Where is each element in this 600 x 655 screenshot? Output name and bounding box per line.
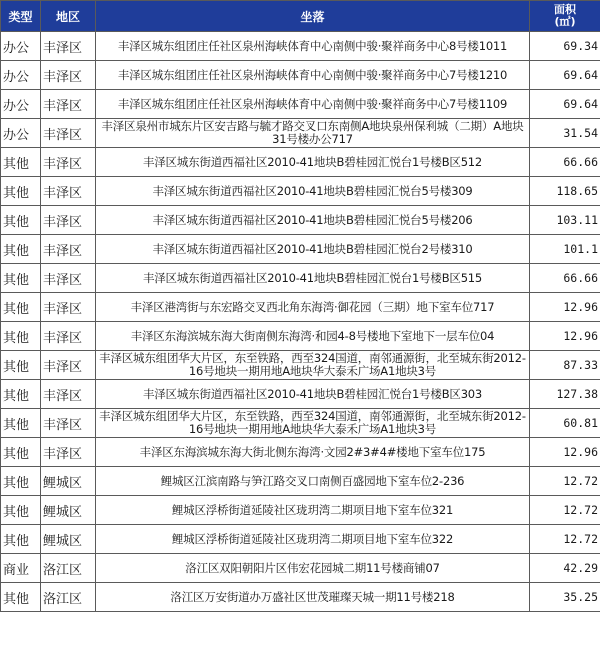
cell-district: 丰泽区 xyxy=(41,32,96,61)
cell-type: 其他 xyxy=(1,235,41,264)
table-body xyxy=(1,32,600,612)
table-row xyxy=(1,148,600,177)
cell-area: 118.65 xyxy=(530,177,600,206)
cell-area: 66.66 xyxy=(530,264,600,293)
cell-district: 鲤城区 xyxy=(41,467,96,496)
cell-location: 丰泽区城东组团庄任社区泉州海峡体育中心南侧中骏·聚祥商务中心7号楼1210 xyxy=(96,61,530,90)
cell-location: 丰泽区东海滨城东海大街北侧东海湾·文园2#3#4#楼地下室车位175 xyxy=(96,438,530,467)
table-row xyxy=(1,264,600,293)
cell-location: 洛江区万安街道办万盛社区世茂璀璨天城一期11号楼218 xyxy=(96,583,530,612)
table-row xyxy=(1,119,600,148)
cell-location: 丰泽区港湾街与东宏路交叉西北角东海湾·御花园（三期）地下室车位717 xyxy=(96,293,530,322)
table-row xyxy=(1,177,600,206)
cell-area: 35.25 xyxy=(530,583,600,612)
cell-area: 12.96 xyxy=(530,293,600,322)
cell-location: 丰泽区城东街道西福社区2010-41地块B碧桂园汇悦台5号楼309 xyxy=(96,177,530,206)
cell-area: 69.64 xyxy=(530,90,600,119)
cell-location: 丰泽区城东组团庄任社区泉州海峡体育中心南侧中骏·聚祥商务中心7号楼1109 xyxy=(96,90,530,119)
cell-district: 丰泽区 xyxy=(41,351,96,380)
cell-district: 丰泽区 xyxy=(41,148,96,177)
table-row xyxy=(1,206,600,235)
header-type: 类型 xyxy=(1,1,41,32)
cell-area: 12.72 xyxy=(530,496,600,525)
cell-area: 12.72 xyxy=(530,525,600,554)
cell-type: 其他 xyxy=(1,467,41,496)
cell-location: 鲤城区浮桥街道延陵社区珑玥湾二期项目地下室车位321 xyxy=(96,496,530,525)
cell-area: 69.34 xyxy=(530,32,600,61)
header-area-unit: (㎡) xyxy=(554,15,576,28)
table-row xyxy=(1,583,600,612)
cell-type: 办公 xyxy=(1,61,41,90)
cell-district: 丰泽区 xyxy=(41,235,96,264)
cell-district: 丰泽区 xyxy=(41,90,96,119)
table-row xyxy=(1,235,600,264)
table-row xyxy=(1,322,600,351)
cell-area: 12.72 xyxy=(530,467,600,496)
cell-district: 鲤城区 xyxy=(41,496,96,525)
header-location: 坐落 xyxy=(96,1,530,32)
cell-type: 商业 xyxy=(1,554,41,583)
header-district: 地区 xyxy=(41,1,96,32)
cell-location: 洛江区双阳朝阳片区伟宏花园城二期11号楼商铺07 xyxy=(96,554,530,583)
cell-district: 丰泽区 xyxy=(41,293,96,322)
cell-type: 其他 xyxy=(1,322,41,351)
table-row xyxy=(1,554,600,583)
cell-location: 鲤城区浮桥街道延陵社区珑玥湾二期项目地下室车位322 xyxy=(96,525,530,554)
cell-type: 其他 xyxy=(1,177,41,206)
cell-location: 丰泽区城东街道西福社区2010-41地块B碧桂园汇悦台1号楼B区512 xyxy=(96,148,530,177)
cell-location: 丰泽区城东组团庄任社区泉州海峡体育中心南侧中骏·聚祥商务中心8号楼1011 xyxy=(96,32,530,61)
cell-type: 其他 xyxy=(1,438,41,467)
cell-district: 丰泽区 xyxy=(41,264,96,293)
table-row xyxy=(1,61,600,90)
cell-area: 69.64 xyxy=(530,61,600,90)
table-row xyxy=(1,90,600,119)
cell-type: 办公 xyxy=(1,32,41,61)
cell-district: 丰泽区 xyxy=(41,438,96,467)
cell-area: 87.33 xyxy=(530,351,600,380)
cell-area: 101.1 xyxy=(530,235,600,264)
cell-district: 丰泽区 xyxy=(41,206,96,235)
cell-area: 31.54 xyxy=(530,119,600,148)
cell-type: 其他 xyxy=(1,496,41,525)
cell-type: 办公 xyxy=(1,119,41,148)
cell-type: 其他 xyxy=(1,380,41,409)
cell-type: 其他 xyxy=(1,148,41,177)
cell-type: 其他 xyxy=(1,351,41,380)
table-header xyxy=(1,1,600,32)
cell-location: 丰泽区泉州市城东片区安吉路与毓才路交叉口东南侧A地块泉州保利城（二期）A地块31号楼办公717 xyxy=(96,119,530,148)
cell-location: 丰泽区城东街道西福社区2010-41地块B碧桂园汇悦台1号楼B区515 xyxy=(96,264,530,293)
cell-type: 其他 xyxy=(1,409,41,438)
cell-type: 其他 xyxy=(1,525,41,554)
table-row xyxy=(1,525,600,554)
cell-district: 丰泽区 xyxy=(41,380,96,409)
cell-district: 丰泽区 xyxy=(41,322,96,351)
cell-location: 丰泽区城东组团华大片区，东至铁路，西至324国道，南邻通源街，北至城东街2012-16号地块一期用地A地块华大泰禾广场A1地块3号 xyxy=(96,409,530,438)
cell-area: 103.11 xyxy=(530,206,600,235)
cell-district: 丰泽区 xyxy=(41,409,96,438)
cell-area: 12.96 xyxy=(530,438,600,467)
cell-type: 其他 xyxy=(1,264,41,293)
header-area-label: 面积 xyxy=(554,3,576,16)
cell-area: 66.66 xyxy=(530,148,600,177)
table-row xyxy=(1,293,600,322)
cell-district: 鲤城区 xyxy=(41,525,96,554)
cell-location: 丰泽区城东街道西福社区2010-41地块B碧桂园汇悦台1号楼B区303 xyxy=(96,380,530,409)
cell-location: 丰泽区城东街道西福社区2010-41地块B碧桂园汇悦台5号楼206 xyxy=(96,206,530,235)
table-row xyxy=(1,351,600,380)
cell-district: 洛江区 xyxy=(41,554,96,583)
table-row xyxy=(1,467,600,496)
header-area xyxy=(530,1,600,32)
cell-location: 丰泽区城东组团华大片区，东至铁路，西至324国道，南邻通源街，北至城东街2012-16号地块一期用地A地块华大泰禾广场A1地块3号 xyxy=(96,351,530,380)
cell-type: 办公 xyxy=(1,90,41,119)
cell-district: 丰泽区 xyxy=(41,119,96,148)
table-row xyxy=(1,438,600,467)
cell-location: 丰泽区城东街道西福社区2010-41地块B碧桂园汇悦台2号楼310 xyxy=(96,235,530,264)
table-row xyxy=(1,380,600,409)
table-row xyxy=(1,409,600,438)
cell-district: 洛江区 xyxy=(41,583,96,612)
cell-area: 60.81 xyxy=(530,409,600,438)
cell-location: 鲤城区江滨南路与笋江路交叉口南侧百盛园地下室车位2-236 xyxy=(96,467,530,496)
cell-area: 127.38 xyxy=(530,380,600,409)
table-row xyxy=(1,32,600,61)
cell-type: 其他 xyxy=(1,583,41,612)
cell-district: 丰泽区 xyxy=(41,177,96,206)
cell-type: 其他 xyxy=(1,206,41,235)
table-row xyxy=(1,496,600,525)
cell-area: 12.96 xyxy=(530,322,600,351)
cell-location: 丰泽区东海滨城东海大街南侧东海湾·和园4-8号楼地下室地下一层车位04 xyxy=(96,322,530,351)
cell-district: 丰泽区 xyxy=(41,61,96,90)
cell-area: 42.29 xyxy=(530,554,600,583)
cell-type: 其他 xyxy=(1,293,41,322)
